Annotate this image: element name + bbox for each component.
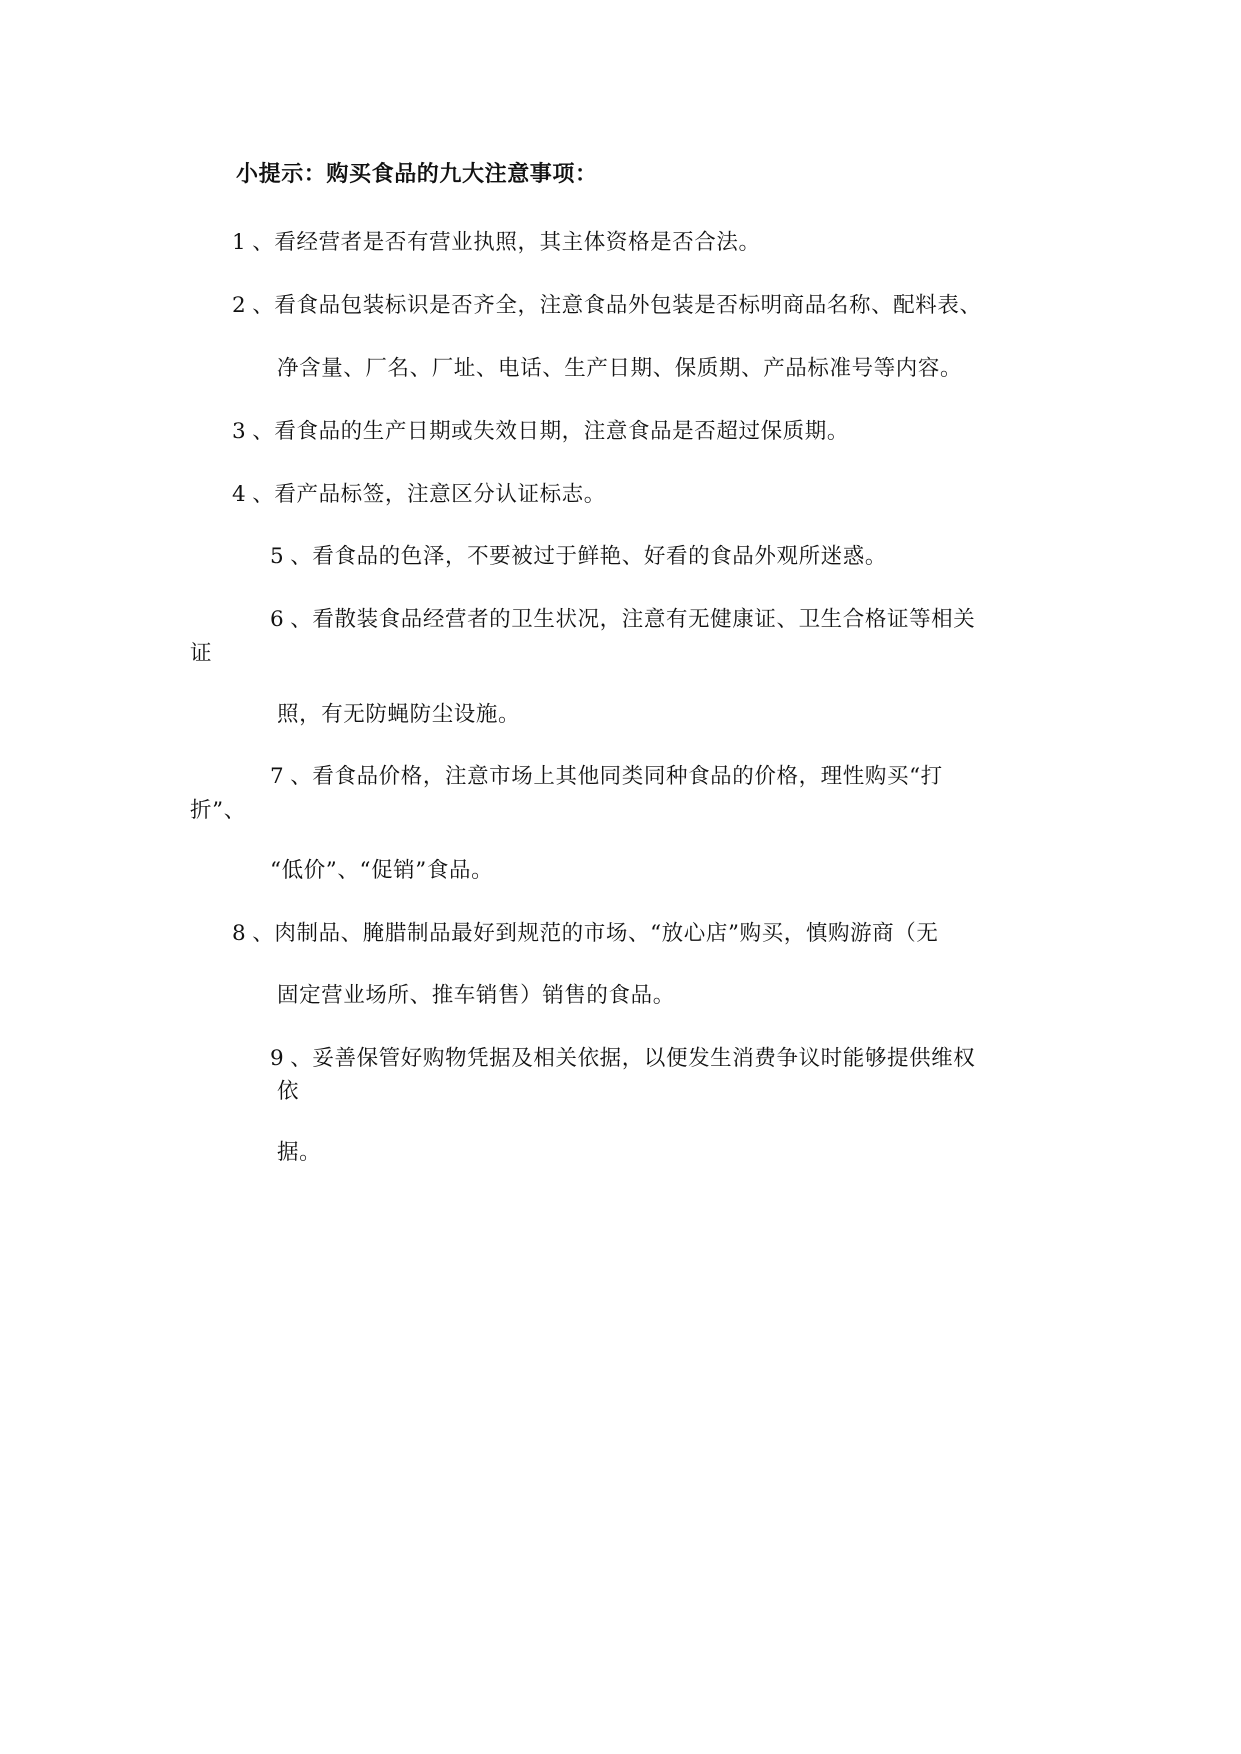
tip-item-8 — [232, 920, 938, 948]
tip-item-1 — [232, 229, 761, 257]
tip-item-9 — [270, 1045, 975, 1073]
tip-item-7 — [270, 763, 943, 791]
tip-item-8-continuation: 固定营业场所、推车销售）销售的食品。 — [277, 983, 675, 1008]
page-title: 小提示：购买食品的九大注意事项： — [236, 161, 598, 187]
item-text: 、肉制品、腌腊制品最好到规范的市场、“放心店”购买，慎购游商（无 — [252, 921, 939, 946]
item-text: 、看食品的色泽，不要被过于鲜艳、好看的食品外观所迷惑。 — [290, 544, 887, 569]
item-text: 、看散装食品经营者的卫生状况，注意有无健康证、卫生合格证等相关 — [290, 607, 976, 632]
item-number: 2 — [232, 293, 247, 318]
item-number: 3 — [232, 419, 247, 444]
item-text: 、看产品标签，注意区分认证标志。 — [252, 482, 606, 507]
tip-item-7-continuation: “低价”、“促销”食品。 — [270, 858, 494, 883]
tip-item-5 — [270, 543, 887, 571]
item-text: 、看食品包装标识是否齐全，注意食品外包装是否标明商品名称、配料表、 — [252, 293, 982, 318]
tip-item-6 — [270, 606, 975, 634]
tip-item-9-continuation: 据。 — [277, 1140, 322, 1165]
tip-item-2-continuation: 净含量、厂名、厂址、电话、生产日期、保质期、产品标准号等内容。 — [277, 356, 963, 381]
item-number: 5 — [270, 544, 285, 569]
item-number: 9 — [270, 1046, 285, 1071]
tip-item-9-wrap: 依 — [277, 1079, 300, 1104]
item-number: 4 — [232, 482, 247, 507]
item-number: 7 — [270, 764, 285, 789]
item-number: 6 — [270, 607, 285, 632]
tip-item-3 — [232, 418, 849, 446]
item-text: 、妥善保管好购物凭据及相关依据，以便发生消费争议时能够提供维权 — [290, 1046, 976, 1071]
item-number: 8 — [232, 921, 247, 946]
tip-item-4 — [232, 481, 606, 509]
tip-item-7-wrap: 折”、 — [190, 798, 246, 823]
tip-item-6-continuation: 照，有无防蝇防尘设施。 — [277, 702, 521, 727]
item-text: 、看食品的生产日期或失效日期，注意食品是否超过保质期。 — [252, 419, 849, 444]
tip-item-6-wrap: 证 — [190, 641, 213, 666]
item-number: 1 — [232, 230, 247, 255]
item-text: 、看经营者是否有营业执照，其主体资格是否合法。 — [252, 230, 761, 255]
tip-item-2 — [232, 292, 982, 320]
item-text: 、看食品价格，注意市场上其他同类同种食品的价格，理性购买“打 — [290, 764, 943, 789]
